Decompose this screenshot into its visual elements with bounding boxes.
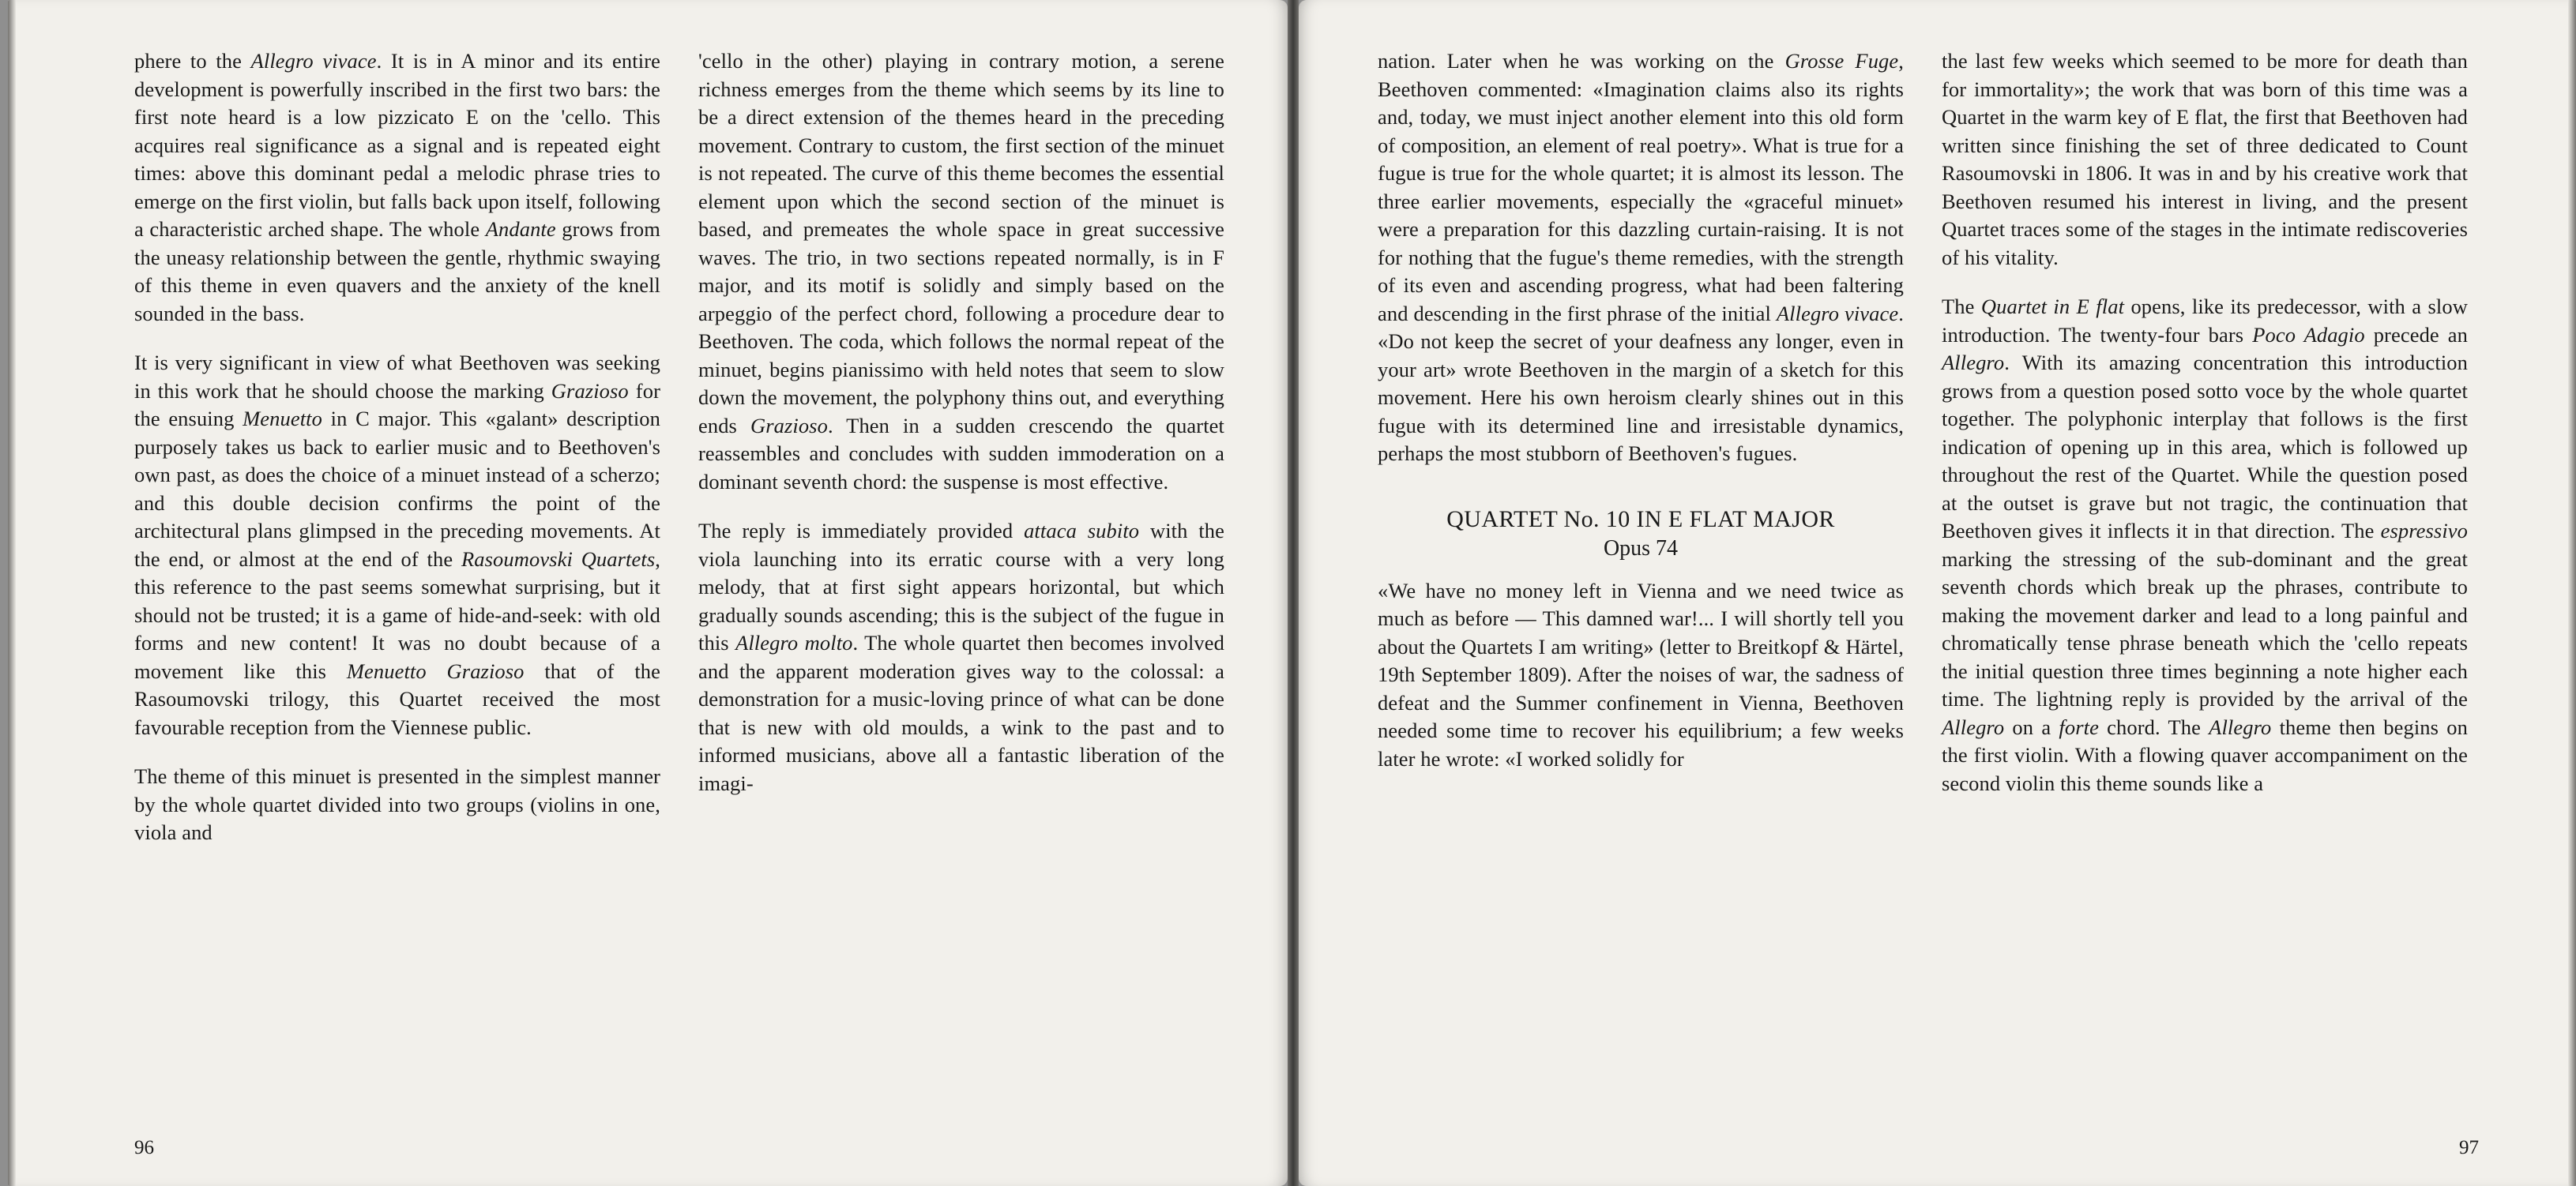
paragraph: phere to the Allegro vivace. It is in A minor and its entire development is powerfully inscribed in the first two bars: the first note heard is a low pizzicato E on the 'cello. This acquires real significance as a signal and is repeated eight times: above this dominant pedal a melodic phrase tries to emerge on the first violin, but falls back upon itself, following a characteristic arched shape. The whole Andante grows from the uneasy relationship between the gentle, rhythmic swaying of this theme in even quavers and the anxiety of the knell sounded in the bass. [134, 49, 660, 325]
section-heading [1378, 505, 1904, 563]
left-page-column-1 [134, 47, 660, 847]
section-subtitle: Opus 74 [1603, 535, 1679, 561]
book-gutter [1288, 0, 1299, 1186]
paragraph: The theme of this minuet is presented in the simplest manner by the whole quartet divided into two groups (violins in one, viola and [134, 764, 660, 844]
paragraph: The reply is immediately provided attaca subito with the viola launching into its erratic course with a very long melody, that at first sight appears horizontal, but which gradually sounds ascending; this is the subject of the fugue in this Allegro molto. The whole quartet then becomes involved and the apparent moderation gives way to the colossal: a demonstration for a music-loving prince of what can be done that is new with old moulds, a wink to the past and to informed musicians, above all a fantastic liberation of the imagi- [698, 519, 1225, 795]
right-page-content [1378, 47, 2476, 798]
left-page-column-2 [698, 47, 1224, 847]
right-page-column-1 [1378, 47, 1904, 798]
left-page-content [134, 47, 1224, 847]
paragraph: It is very significant in view of what Beethoven was seeking in this work that he should choose the marking Grazioso for the ensuing Menuetto in C major. This «galant» description purposely takes us back to earlier music and to Beethoven's own past, as does the choice of a minuet instead of a scherzo; and this double decision confirms the point of the architectural plans glimpsed in the preceding movements. At the end, or almost at the end of the Rasoumovski Quartets, this reference to the past seems somewhat surprising, but it should not be trusted; it is a game of hide-and-seek: with old forms and new content! It was no doubt because of a movement like this Menuetto Grazioso that of the Rasoumovski trilogy, this Quartet received the most favourable reception from the Viennese public. [134, 351, 660, 739]
paragraph: the last few weeks which seemed to be more for death than for immortality»; the work that was born of this time was a Quartet in the warm key of E flat, the first that Beethoven had written since finishing the set of three dedicated to Count Rasoumovski in 1806. It was in and by his creative work that Beethoven resumed his interest in living, and the present Quartet traces some of the stages in the intimate rediscoveries of his vitality. [1942, 49, 2468, 269]
left-page [8, 0, 1288, 1186]
paragraph: The Quartet in E flat opens, like its predecessor, with a slow introduction. The twenty-four bars Poco Adagio precede an Allegro. With its amazing concentration this introduction grows from a question posed sotto voce by the whole quartet together. The polyphonic interplay that follows is the first indication of opening up in this area, which is followed up throughout the rest of the Quartet. While the question posed at the outset is grave but not tragic, the continuation that Beethoven gives it inflects it in that direction. The espressivo marking the stressing of the sub-dominant and the great seventh chords which break up the phrases, contribute to making the movement darker and lead to a long painful and chromatically tense phrase beneath which the 'cello repeats the initial question three times beginning a note higher each time. The lightning reply is provided by the arrival of the Allegro on a forte chord. The Allegro theme then begins on the first violin. With a flowing quaver accompaniment on the second violin this theme sounds like a [1942, 295, 2468, 795]
page-number-left: 96 [134, 1137, 154, 1158]
left-page-edge [8, 0, 16, 1186]
paragraph: «We have no money left in Vienna and we need twice as much as before — This damned war!... I will shortly tell you about the Quartets I am writing» (letter to Breitkopf & Härtel, 19th September 1809). After the noises of war, the sadness of defeat and the Summer confinement in Vienna, Beethoven needed some time to recover his equilibrium; a few weeks later he wrote: «I worked solidly for [1378, 578, 1904, 771]
section-title: QUARTET No. 10 IN E FLAT MAJOR [1446, 505, 1835, 532]
paragraph: 'cello in the other) playing in contrary motion, a serene richness emerges from the theme which seems by its line to be a direct extension of the themes heard in the preceding movement. Contrary to custom, the first section of the minuet is not repeated. The curve of this theme becomes the essential element upon which the second section of the minuet is based, and premeates the whole space in great successive waves. The trio, in two sections repeated normally, is in F major, and its motif is solidly and simply based on the arpeggio of the perfect chord, following a procedure dear to Beethoven. The coda, which follows the normal repeat of the minuet, begins pianissimo with held notes that seem to slow down the movement, the polyphony thins out, and everything ends Grazioso. Then in a sudden crescendo the quartet reassembles and concludes with sudden immoderation on a dominant seventh chord: the suspense is most effective. [698, 49, 1224, 494]
paragraph: nation. Later when he was working on the Grosse Fuge, Beethoven commented: «Imagination claims also its rights and, today, we must inject another element into this old form of composition, an element of real poetry». What is true for a fugue is true for the whole quartet; it is almost its lesson. The three earlier movements, especially the «graceful minuet» were a preparation for this dazzling curtain-raising. It is not for nothing that the fugue's theme remedies, with the strength of its even and ascending progress, what had been faltering and descending in the first phrase of the initial Allegro vivace. «Do not keep the secret of your deafness any longer, even in your art» wrote Beethoven in the margin of a sketch for this movement. Here his own heroism clearly shines out in this fugue with its determined line and irresistable dynamics, perhaps the most stubborn of Beethoven's fugues. [1378, 49, 1905, 465]
right-page-column-2 [1942, 47, 2468, 798]
right-page-edge [2568, 0, 2576, 1186]
page-number-right: 97 [2459, 1137, 2479, 1158]
right-page [1299, 0, 2576, 1186]
